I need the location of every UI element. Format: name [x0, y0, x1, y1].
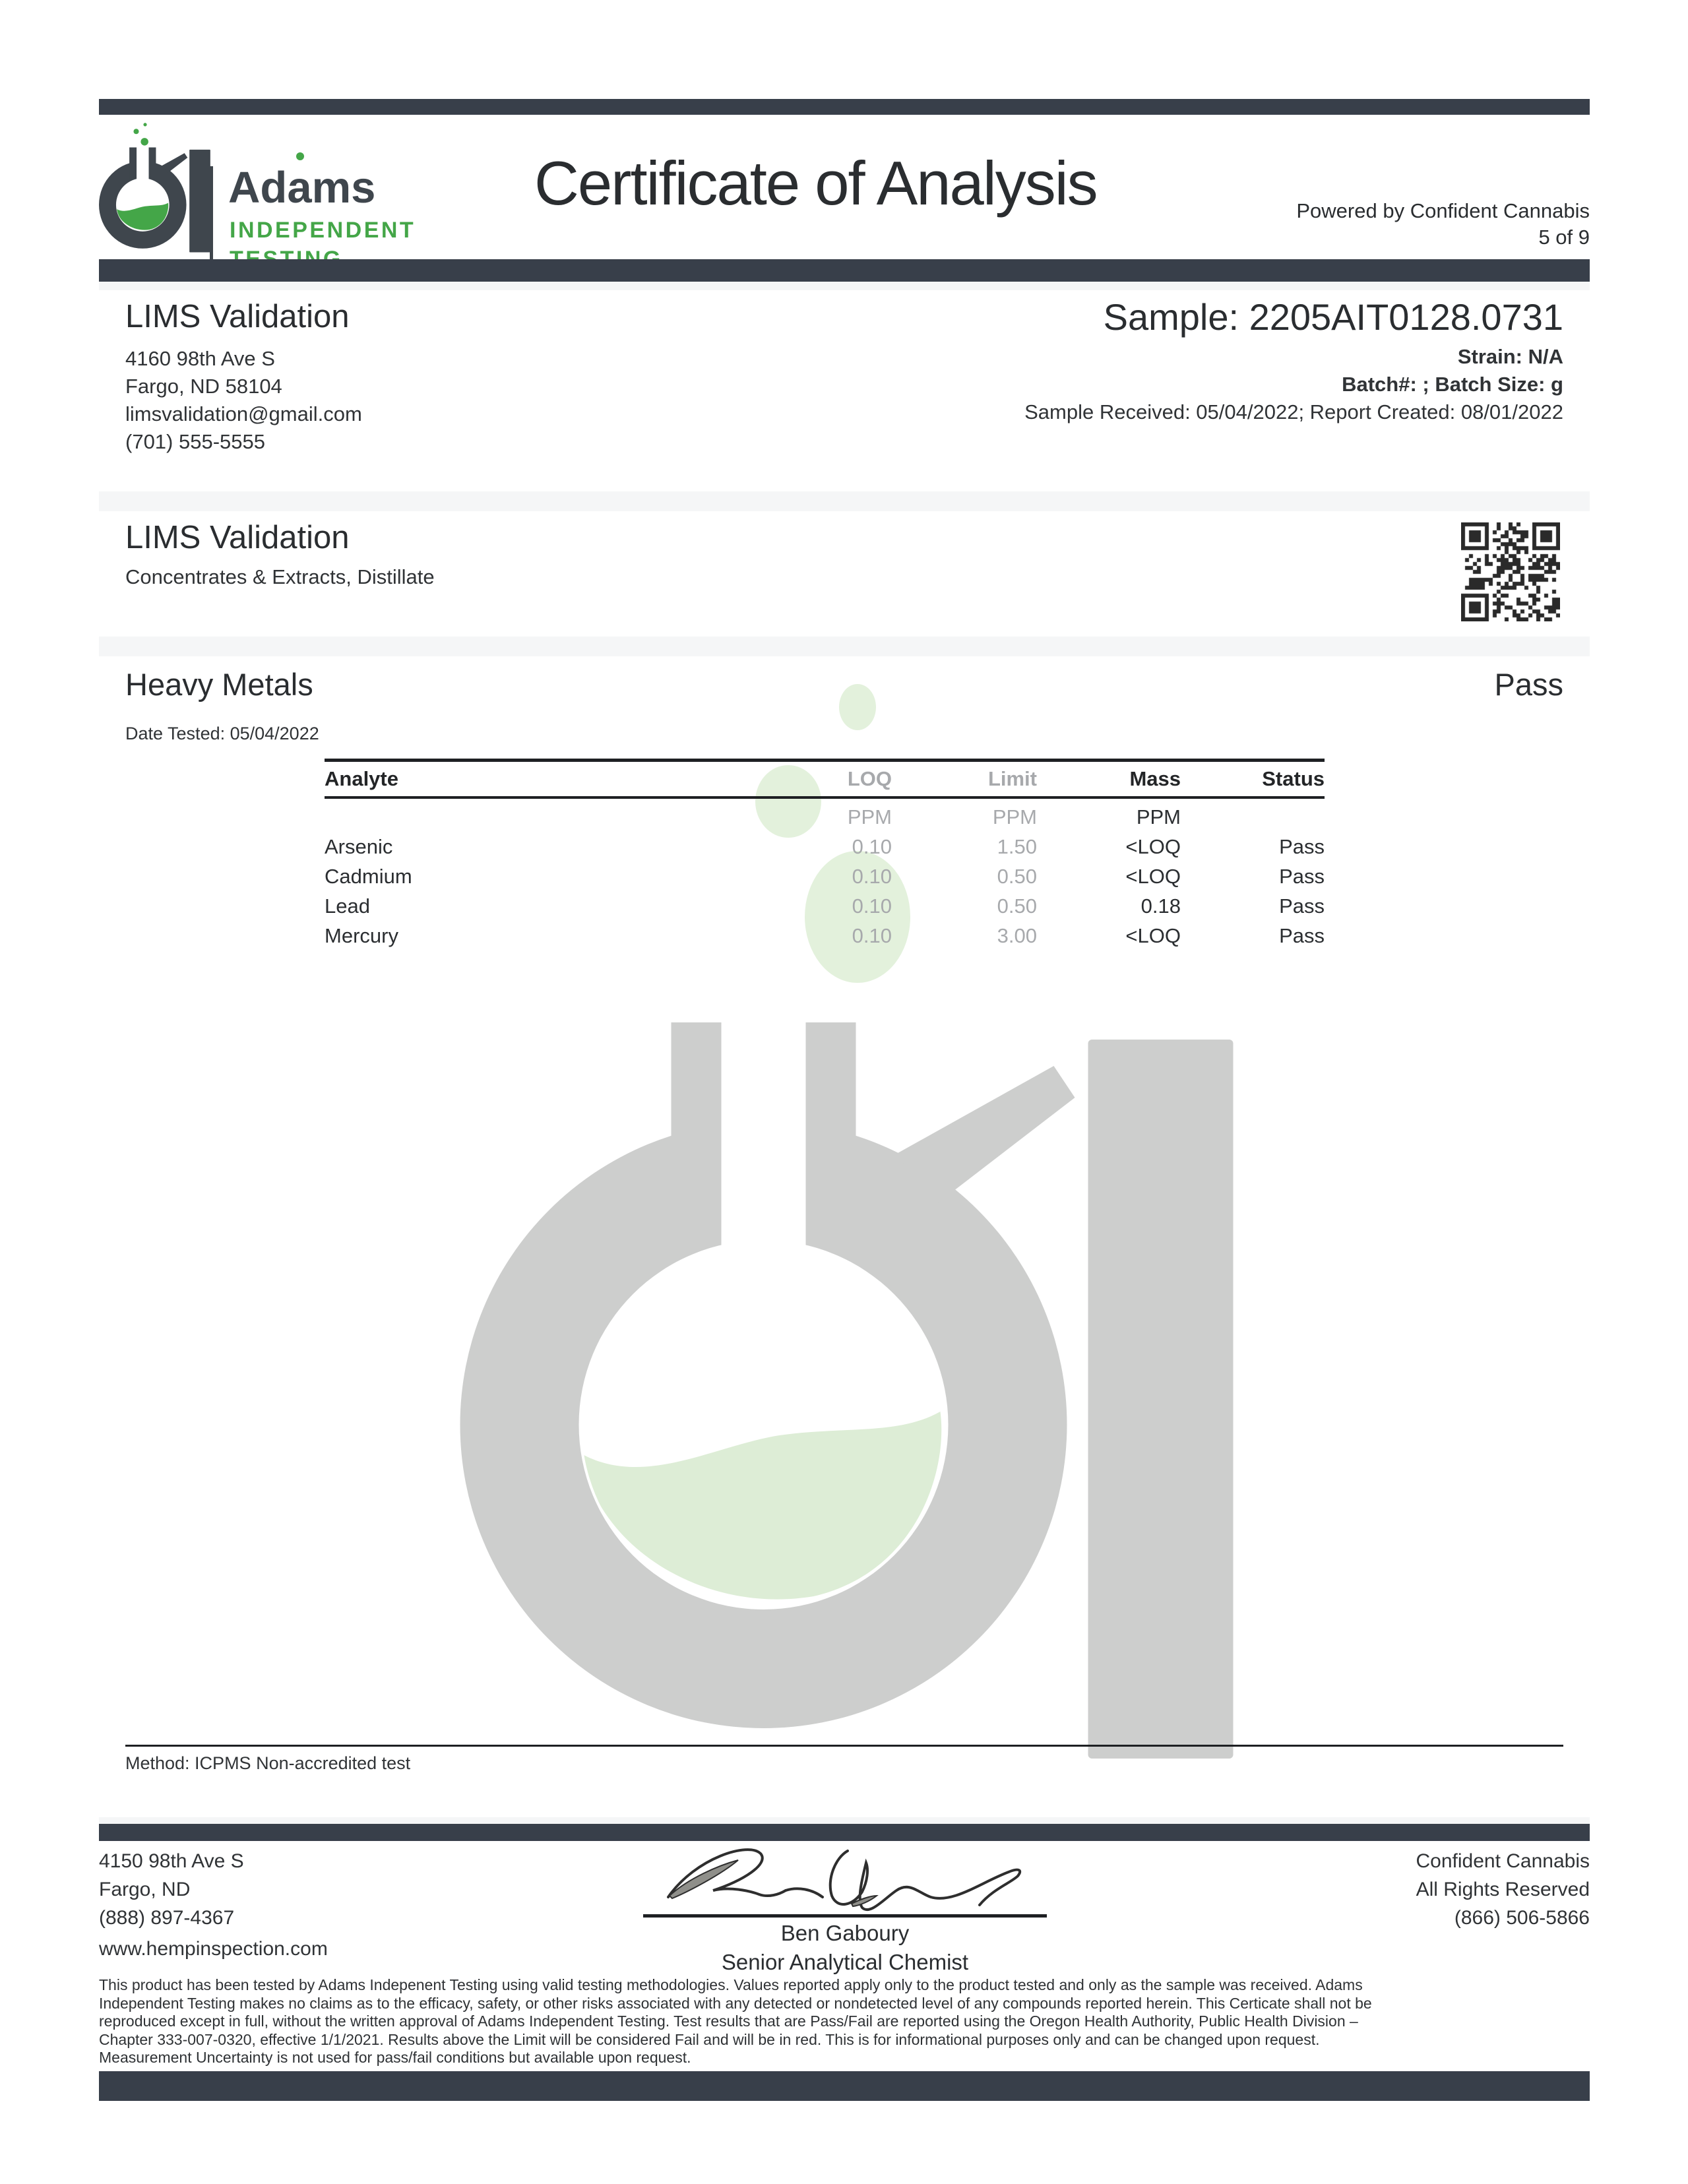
limit-value: 3.00 — [997, 924, 1037, 947]
sample-name-card — [99, 511, 1590, 637]
page-number: 5 of 9 — [1538, 226, 1590, 249]
watermark-flask-logo — [458, 1016, 1240, 1781]
signer-name: Ben Gaboury — [780, 1921, 910, 1945]
table-row — [325, 860, 1325, 890]
loq-value: 0.10 — [852, 894, 892, 918]
signature-image — [650, 1840, 1039, 1914]
cc-rights: All Rights Reserved — [1416, 1879, 1590, 1900]
limit-value: 0.50 — [997, 865, 1037, 888]
analyte-name: Mercury — [325, 924, 398, 947]
disclaimer-line: reproduced except in full, without the written approval of Adams Independent Testing. Test results that are Pass/Fail are reported using the Oregon Health Authority, Public Health Division – — [99, 2012, 1358, 2030]
cc-name: Confident Cannabis — [1416, 1850, 1590, 1872]
status-value: Pass — [1279, 835, 1325, 858]
sample-id: Sample: 2205AIT0128.0731 — [1103, 296, 1563, 338]
flask-a-icon — [99, 111, 211, 266]
method-note: Method: ICPMS Non-accredited test — [125, 1753, 411, 1773]
mass-value: 0.18 — [1141, 894, 1181, 918]
disclaimer-line: This product has been tested by Adams Indepenent Testing using valid testing methodologies. Values reported apply only to the product tested and only as the sample was received. Adams — [99, 1976, 1363, 1993]
client-sample-card — [99, 290, 1590, 491]
client-address-line1: 4160 98th Ave S — [125, 347, 275, 370]
date-tested: Date Tested: 05/04/2022 — [125, 724, 319, 743]
powered-by-label: Powered by Confident Cannabis — [1296, 199, 1590, 222]
analyte-name: Arsenic — [325, 835, 393, 858]
table-row — [325, 920, 1325, 949]
qr-code — [1461, 522, 1560, 621]
analyte-name: Lead — [325, 894, 370, 918]
client-address-line2: Fargo, ND 58104 — [125, 375, 282, 398]
loq-value: 0.10 — [852, 835, 892, 858]
analyte-name: Cadmium — [325, 865, 412, 888]
sample-received: Sample Received: 05/04/2022; Report Created: 08/01/2022 — [1024, 400, 1563, 423]
sample-strain: Strain: N/A — [1457, 345, 1563, 368]
table-row — [325, 830, 1325, 860]
bottom-bar — [99, 2071, 1590, 2101]
client-name: LIMS Validation — [125, 299, 350, 334]
adams-flask-logo-icon — [99, 111, 211, 266]
heavy-metals-card — [99, 656, 1590, 1817]
col-header-limit: Limit — [987, 767, 1037, 790]
brand-name-a: a — [287, 163, 312, 212]
signature-strokes-icon — [650, 1840, 1039, 1914]
units-limit: PPM — [992, 805, 1037, 828]
signature-line — [643, 1914, 1047, 1918]
col-header-mass: Mass — [1129, 767, 1181, 790]
lab-phone: (888) 897-4367 — [99, 1907, 235, 1929]
section-title: Heavy Metals — [125, 667, 313, 702]
status-value: Pass — [1279, 865, 1325, 888]
mass-value: <LOQ — [1125, 924, 1181, 947]
loq-value: 0.10 — [852, 924, 892, 947]
sample-batch: Batch#: ; Batch Size: g — [1342, 373, 1563, 396]
limit-value: 1.50 — [997, 835, 1037, 858]
cc-phone: (866) 506-5866 — [1454, 1907, 1590, 1929]
document-title: Certificate of Analysis — [534, 148, 1097, 218]
header-bottom-bar — [99, 259, 1590, 282]
top-bar — [99, 99, 1590, 115]
watermark-a-icon — [458, 1016, 1240, 1781]
lab-address-line2: Fargo, ND — [99, 1879, 191, 1900]
brand-name-post: ms — [311, 163, 376, 212]
status-value: Pass — [1279, 894, 1325, 918]
disclaimer — [99, 1976, 1596, 2067]
lab-website-link[interactable]: www.hempinspection.com — [99, 1938, 328, 1960]
section-status-badge: Pass — [1494, 667, 1563, 702]
client-phone: (701) 555-5555 — [125, 430, 265, 453]
lab-address-line1: 4150 98th Ave S — [99, 1850, 244, 1872]
table-row — [325, 890, 1325, 920]
results-table — [325, 759, 1325, 949]
method-divider — [125, 1745, 1563, 1747]
brand-name-pre: Ad — [228, 163, 288, 212]
header-band — [99, 115, 1590, 259]
table-units-row — [325, 799, 1325, 830]
col-header-status: Status — [1262, 767, 1325, 790]
loq-value: 0.10 — [852, 865, 892, 888]
sample-name: LIMS Validation — [125, 520, 350, 555]
watermark-bubble-small — [839, 684, 876, 730]
disclaimer-line: Measurement Uncertainty is not used for pass/fail conditions but available upon request. — [99, 2049, 691, 2066]
limit-value: 0.50 — [997, 894, 1037, 918]
mass-value: <LOQ — [1125, 835, 1181, 858]
signer-title: Senior Analytical Chemist — [721, 1950, 969, 1974]
units-mass: PPM — [1136, 805, 1181, 828]
status-value: Pass — [1279, 924, 1325, 947]
table-header-row — [325, 759, 1325, 799]
client-email-link[interactable]: limsvalidation@gmail.com — [125, 402, 362, 425]
mass-value: <LOQ — [1125, 865, 1181, 888]
logo-divider — [210, 166, 213, 273]
col-header-loq: LOQ — [847, 767, 892, 790]
disclaimer-line: Independent Testing makes no claims as to the efficacy, safety, or other risks associated with any detected or nondetected level of any compounds reported herein. This Certicate shall not be — [99, 1994, 1372, 2012]
footer-top-bar — [99, 1824, 1590, 1841]
disclaimer-line: Chapter 333-007-0320, effective 1/1/2021. Results above the Limit will be considered Fail and will be in red. This is for informational purposes only and can be changed upon request. — [99, 2030, 1320, 2048]
brand-line-independent: INDEPENDENT — [230, 218, 416, 243]
units-loq: PPM — [847, 805, 892, 828]
col-header-analyte: Analyte — [325, 767, 398, 790]
sample-type: Concentrates & Extracts, Distillate — [125, 565, 435, 588]
brand-wordmark — [228, 162, 375, 213]
